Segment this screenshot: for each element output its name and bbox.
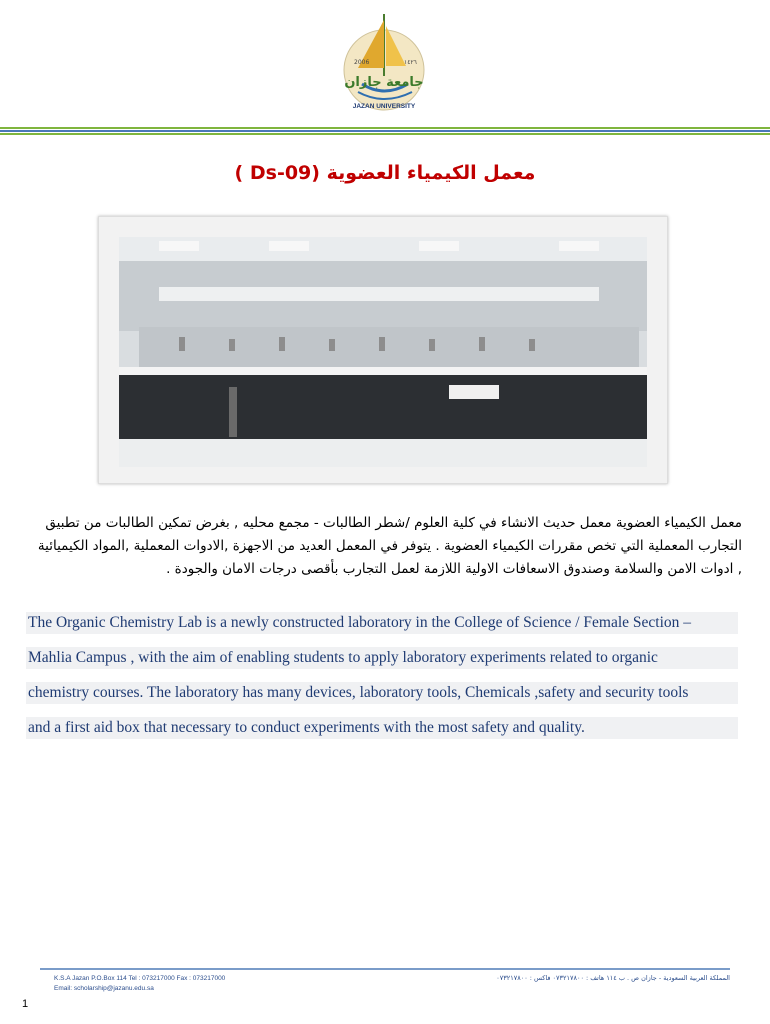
english-line-1: The Organic Chemistry Lab is a newly constructed laboratory in the College of Science / Female Section –: [26, 612, 738, 634]
arabic-description: [30, 512, 742, 581]
header-rule: [0, 127, 770, 137]
page-title: معمل الكيمياء العضوية (Ds-09 ): [234, 162, 536, 184]
english-line-3: chemistry courses. The laboratory has many devices, laboratory tools, Chemicals ,safety and security tools: [26, 682, 738, 704]
arabic-line-2: التجارب المعملية التي تخص مقررات الكيمياء العضوية . يتوفر في المعمل العديد من الاجهزة ,الادوات المعملية ,المواد الكيميائية: [37, 538, 742, 554]
footer-email: Email: scholarship@jazanu.edu.sa: [54, 985, 154, 992]
lab-photo-frame: [98, 216, 668, 484]
english-description: [26, 612, 738, 752]
page-footer: [40, 968, 730, 1004]
footer-address: K.S.A Jazan P.O.Box 114 Tel : 073217000 Fax : 073217000: [54, 975, 226, 982]
lab-photo: [119, 237, 647, 467]
english-line-4: and a first aid box that necessary to conduct experiments with the most safety and quality.: [26, 717, 738, 739]
arabic-line-1: معمل الكيمياء العضوية معمل حديث الانشاء في كلية العلوم /شطر الطالبات - مجمع محليه , بغرض تمكين الطالبات من تطبيق: [45, 515, 742, 531]
logo-year-left: 2006: [354, 59, 370, 66]
footer-arabic-address: المملكة العربية السعودية - جازان ص . ب ١١٤ هاتف : ٠٧٣٢١٧٨٠٠ فاكس : ٠٧٣٢١٧٨٠٠: [496, 974, 730, 982]
footer-contact: [54, 974, 225, 994]
page-number: 1: [22, 998, 29, 1010]
arabic-line-3: , ادوات الامن والسلامة وصندوق الاسعافات الاولية اللازمة لعمل التجارب بأقصى درجات الامان والجودة .: [166, 561, 742, 577]
logo-arabic-name: جامعة جازان: [344, 75, 424, 90]
logo-english-name: JAZAN UNIVERSITY: [352, 103, 416, 110]
jazan-university-logo: [328, 6, 440, 120]
logo-year-right: ١٤٢٦: [404, 59, 417, 66]
footer-rule: [40, 968, 730, 970]
english-line-2: Mahlia Campus , with the aim of enabling students to apply laboratory experiments related to organic: [26, 647, 738, 669]
